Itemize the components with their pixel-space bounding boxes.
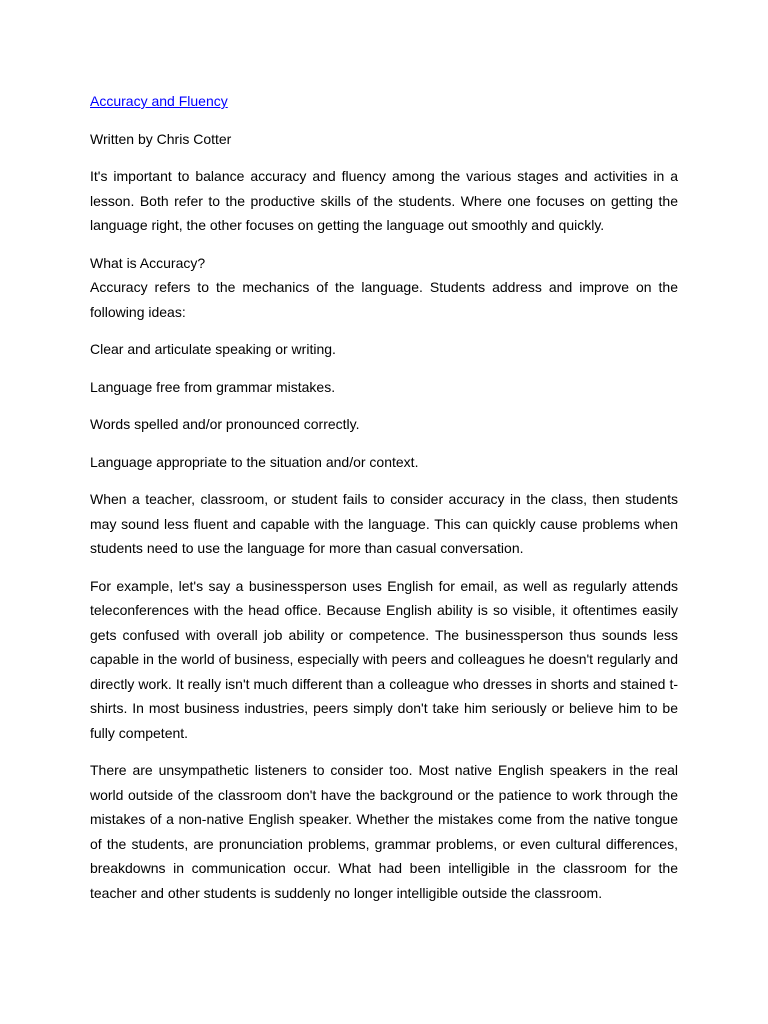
list-item: Words spelled and/or pronounced correctly. [90,416,360,432]
intro-paragraph: It's important to balance accuracy and fluency among the various stages and activities in a lesson. Both refer to the productive skills of the students. Where one focuses on getting the language right, the other focuses on getting the language out smoothly and quickly. [90,168,678,233]
list-item: Language appropriate to the situation and/or context. [90,453,419,470]
author-line: Written by Chris Cotter [90,130,232,147]
document-page [90,89,678,918]
list-item: Language free from grammar mistakes. [90,378,336,395]
title-link[interactable]: Accuracy and Fluency [90,93,228,109]
body-paragraph: There are unsympathetic listeners to consider too. Most native English speakers in the real world outside of the classroom don't have the background or the patience to work through the mistakes of a non-native English speaker. Whether the mistakes come from the native tongue of the students, are pronunciation problems, grammar problems, or even cultural differences, breakdowns in communication occur. What had been intelligible in the classroom for the teacher and other students is suddenly no longer intelligible outside the classroom. [90,762,678,901]
body-paragraph: When a teacher, classroom, or student fails to consider accuracy in the class, then students may sound less fluent and capable with the language. This can quickly cause problems when students need to use the language for more than casual conversation. [90,491,678,556]
title-paragraph [90,89,678,114]
section-heading: What is Accuracy? [90,254,206,271]
section-intro: Accuracy refers to the mechanics of the language. Students address and improve on the following ideas: [90,279,678,320]
body-paragraph: For example, let's say a businessperson uses English for email, as well as regularly attends teleconferences with the head office. Because English ability is so visible, it oftentimes easily gets confused with overall job ability or competence. The businessperson thus sounds less capable in the world of business, especially with peers and colleagues he doesn't regularly and directly work. It really isn't much different than a colleague who dresses in shorts and stained t-shirts. In most business industries, peers simply don't take him seriously or believe him to be fully competent. [90,577,678,741]
list-item: Clear and articulate speaking or writing. [90,341,336,357]
accuracy-section [90,251,678,325]
